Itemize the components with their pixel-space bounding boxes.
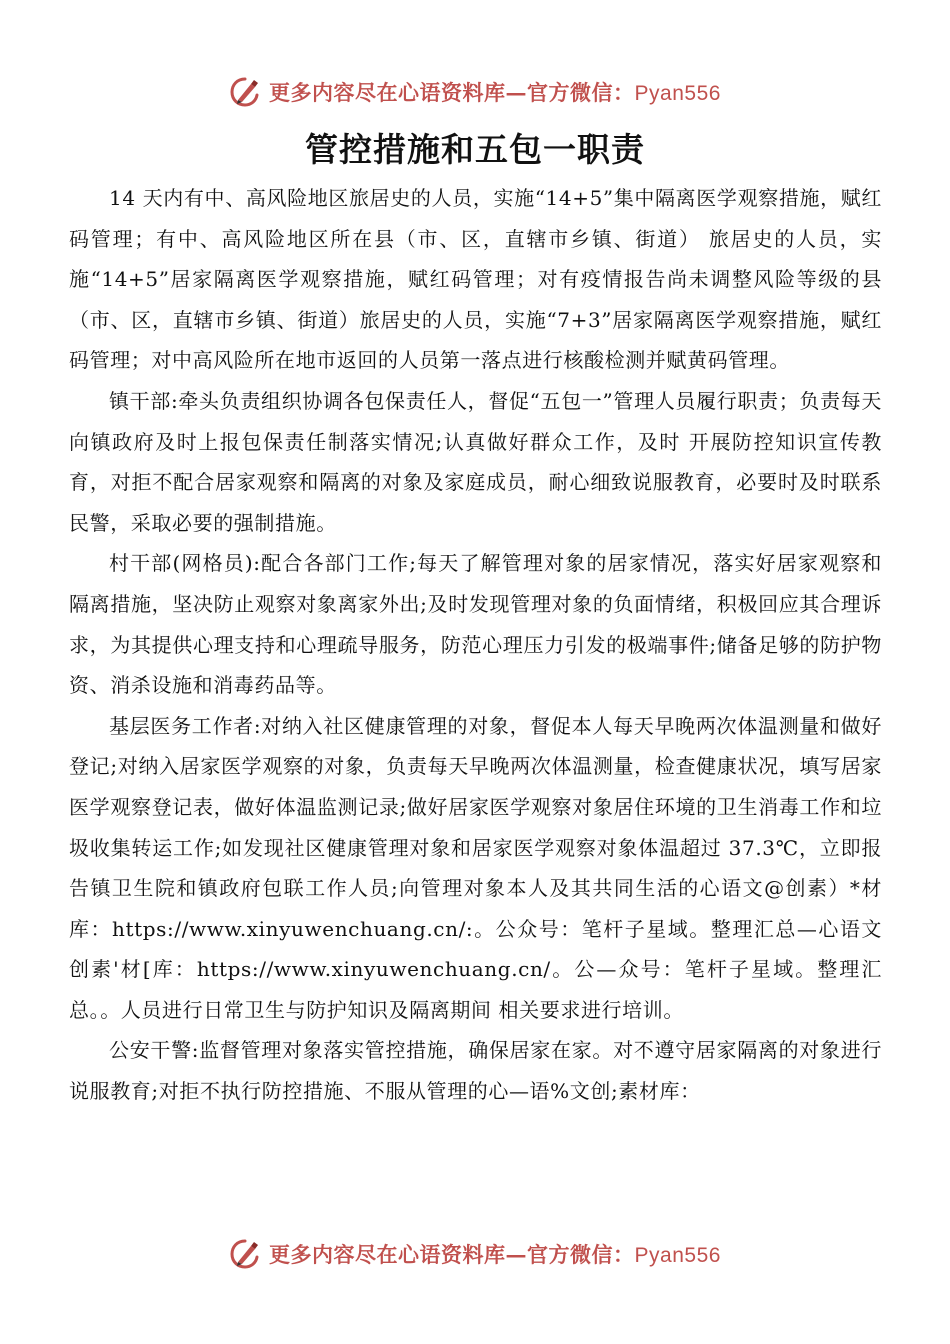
banner-text: 更多内容尽在心语资料库—官方微信：Pyan556	[269, 80, 721, 105]
brush-pen-logo-icon	[229, 76, 261, 108]
paragraph-risk-area-measures: 14 天内有中、高风险地区旅居史的人员，实施“14+5”集中隔离医学观察措施，赋红码管理；有中、高风险地区所在县（市、区，直辖市乡镇、街道） 旅居史的人员，实施“14+5”居家隔离医学观察措施，赋红码管理；对有疫情报告尚未调整风险等级的县（市、区，直辖市乡镇、街道）旅居史的人员，实施“7+3”居家隔离医学观察措施，赋红码管理；对中高风险所在地市返回的人员第一落点进行核酸检测并赋黄码管理。	[69, 186, 882, 373]
brush-pen-logo-icon	[229, 1238, 261, 1270]
paragraph-town-cadre: 镇干部:牵头负责组织协调各包保责任人，督促“五包一”管理人员履行职责；负责每天向镇政府及时上报包保责任制落实情况;认真做好群众工作，及时 开展防控知识宣传教育，对拒不配合居家观察和隔离的对象及家庭成员，耐心细致说服教育，必要时及时联系民警，采取必要的强制措施。	[69, 388, 882, 535]
footer-banner	[0, 1236, 950, 1272]
paragraph-village-cadre: 村干部(网格员):配合各部门工作;每天了解管理对象的居家情况，落实好居家观察和隔离措施，坚决防止观察对象离家外出;及时发现管理对象的负面情绪，积极回应其合理诉求，为其提供心理支持和心理疏导服务，防范心理压力引发的极端事件;储备足够的防护物资、消杀设施和消毒药品等。	[69, 551, 882, 698]
paragraph-medical-worker: 基层医务工作者:对纳入社区健康管理的对象，督促本人每天早晚两次体温测量和做好登记;对纳入居家医学观察的对象，负责每天早晚两次体温测量，检查健康状况，填写居家医学观察登记表，做好体温监测记录;做好居家医学观察对象居住环境的卫生消毒工作和垃圾收集转运工作;如发现社区健康管理对象和居家医学观察对象体温超过 37.3℃，立即报告镇卫生院和镇政府包联工作人员;向管理对象本人及其共同生活的心语文@创素）*材库：https://www.xinyuwenchuang.cn/:。公众号：笔杆子星域。整理汇总—心语文创素'材[库：https://www.xinyuwenchuang.cn/。公—众号：笔杆子星域。整理汇总。。人员进行日常卫生与防护知识及隔离期间 相关要求进行培训。	[69, 713, 882, 1022]
paragraph-police: 公安干警:监督管理对象落实管控措施，确保居家在家。对不遵守居家隔离的对象进行说服教育;对拒不执行防控措施、不服从管理的心—语%文创;素材库：	[69, 1038, 882, 1104]
document-body	[69, 178, 882, 1112]
wechat-id: Pyan556	[634, 1244, 721, 1267]
document-title: 管控措施和五包一职责	[305, 130, 645, 169]
wechat-id: Pyan556	[634, 82, 721, 105]
header-banner	[0, 74, 950, 110]
banner-text: 更多内容尽在心语资料库—官方微信：Pyan556	[269, 1242, 721, 1267]
